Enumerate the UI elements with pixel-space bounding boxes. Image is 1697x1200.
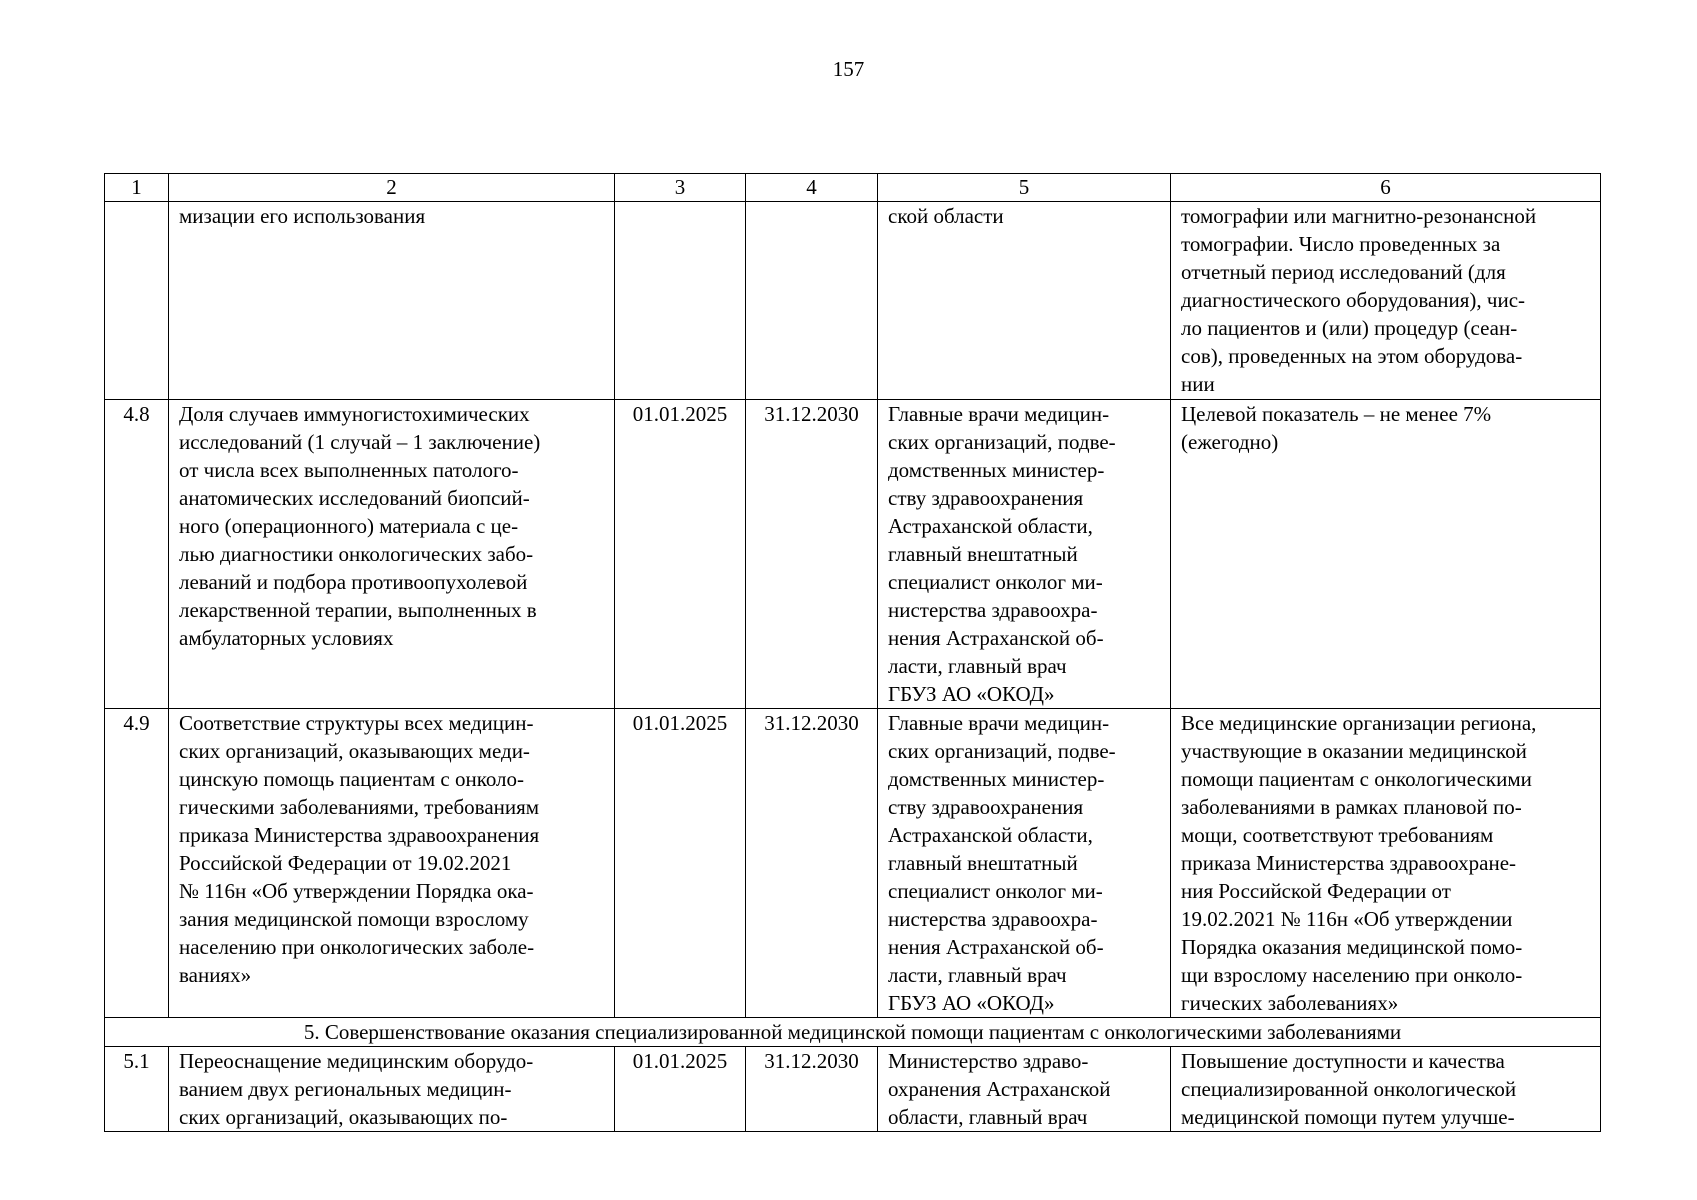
start-date-cell: [615, 202, 746, 400]
table-row: [105, 202, 1601, 400]
column-number: 3: [615, 174, 746, 202]
responsible-cell: Главные врачи медицин- ских организаций, подве- домственных министер- ству здравоохранения Астраханской области, главный внештатный специалист онколог ми- нистерства здравоохра- нения Астраханской об- ласти, главный врач ГБУЗ АО «ОКОД»: [878, 709, 1171, 1018]
end-date-cell: [746, 202, 878, 400]
result-cell: Все медицинские организации региона, участвующие в оказании медицинской помощи пациентам с онкологическими заболеваниями в рамках плановой по- мощи, соответствуют требованиям приказа Министерства здравоохране- ния Российской Федерации от 19.02.2021 № 116н «Об утверждении Порядка оказания медицинской помо- щи взрослому населению при онколо- гических заболеваниях»: [1171, 709, 1601, 1018]
measure-cell: Доля случаев иммуногистохимических исследований (1 случай – 1 заключение) от числа всех выполненных патолого- анатомических исследований биопсий- ного (операционного) материала с це- лью диагностики онкологических забо- леваний и подбора противоопухолевой лекарственной терапии, выполненных в амбулаторных условиях: [169, 400, 615, 709]
plan-table: [104, 173, 1601, 1132]
section-title: 5. Совершенствование оказания специализированной медицинской помощи пациентам с онкологическими заболеваниями: [105, 1018, 1601, 1047]
measure-cell: Соответствие структуры всех медицин- ских организаций, оказывающих меди- цинскую помощь пациентам с онколо- гическими заболеваниями, требованиям приказа Министерства здравоохранения Российской Федерации от 19.02.2021 № 116н «Об утверждении Порядка ока- зания медицинской помощи взрослому населению при онкологических заболе- ваниях»: [169, 709, 615, 1018]
table-row: [105, 709, 1601, 1018]
row-number: 4.8: [105, 400, 169, 709]
responsible-cell: Министерство здраво- охранения Астраханской области, главный врач: [878, 1047, 1171, 1132]
responsible-cell: ской области: [878, 202, 1171, 400]
section-row: [105, 1018, 1601, 1047]
start-date-cell: 01.01.2025: [615, 400, 746, 709]
end-date-cell: 31.12.2030: [746, 1047, 878, 1132]
start-date-cell: 01.01.2025: [615, 1047, 746, 1132]
table-row: [105, 400, 1601, 709]
column-number-row: [105, 174, 1601, 202]
end-date-cell: 31.12.2030: [746, 709, 878, 1018]
column-number: 2: [169, 174, 615, 202]
measure-cell: мизации его использования: [169, 202, 615, 400]
end-date-cell: 31.12.2030: [746, 400, 878, 709]
start-date-cell: 01.01.2025: [615, 709, 746, 1018]
column-number: 5: [878, 174, 1171, 202]
result-cell: томографии или магнитно-резонансной томографии. Число проведенных за отчетный период исследований (для диагностического оборудования), чис- ло пациентов и (или) процедур (сеан- сов), проведенных на этом оборудова- нии: [1171, 202, 1601, 400]
row-number: 4.9: [105, 709, 169, 1018]
row-number: 5.1: [105, 1047, 169, 1132]
measure-cell: Переоснащение медицинским оборудо- ванием двух региональных медицин- ских организаций, оказывающих по-: [169, 1047, 615, 1132]
result-cell: Целевой показатель – не менее 7% (ежегодно): [1171, 400, 1601, 709]
responsible-cell: Главные врачи медицин- ских организаций, подве- домственных министер- ству здравоохранения Астраханской области, главный внештатный специалист онколог ми- нистерства здравоохра- нения Астраханской об- ласти, главный врач ГБУЗ АО «ОКОД»: [878, 400, 1171, 709]
column-number: 4: [746, 174, 878, 202]
page-number: 157: [832, 57, 865, 81]
table-row: [105, 1047, 1601, 1132]
column-number: 6: [1171, 174, 1601, 202]
column-number: 1: [105, 174, 169, 202]
row-number: [105, 202, 169, 400]
result-cell: Повышение доступности и качества специализированной онкологической медицинской помощи путем улучше-: [1171, 1047, 1601, 1132]
